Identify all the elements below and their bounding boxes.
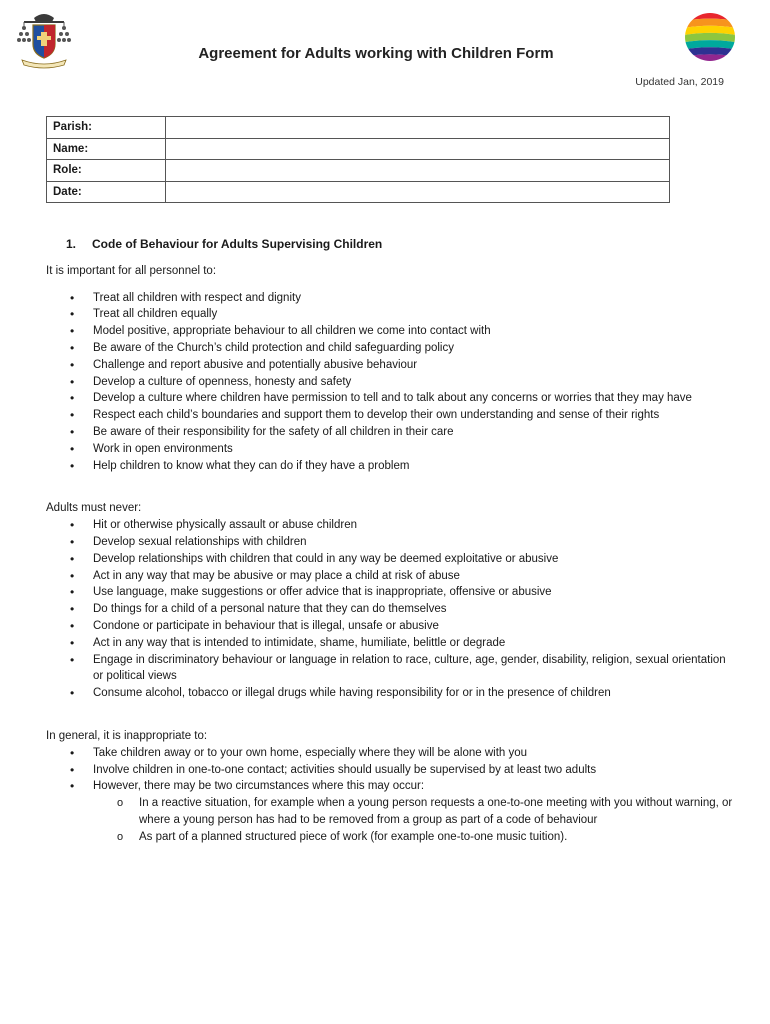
code-of-behaviour-section bbox=[46, 236, 736, 846]
general-list bbox=[46, 745, 736, 795]
form-row bbox=[47, 160, 670, 182]
form-value-field[interactable] bbox=[166, 117, 670, 139]
list-item: • Develop a culture of openness, honesty and safety bbox=[46, 374, 736, 391]
sub-list-item: o As part of a planned structured piece of work (for example one-to-one music tuition). bbox=[93, 829, 736, 846]
section-title: Code of Behaviour for Adults Supervising Children bbox=[92, 237, 383, 251]
sub-list-item: o In a reactive situation, for example when a young person requests a one-to-one meeting with you without warning, or where a young person has had to be removed from a group as part of a code of behaviour bbox=[93, 795, 736, 829]
form-label: Parish: bbox=[47, 117, 166, 139]
section-number: 1. bbox=[66, 237, 77, 251]
list-item: • Act in any way that may be abusive or may place a child at risk of abuse bbox=[46, 568, 736, 585]
list-item: • However, there may be two circumstances where this may occur: bbox=[46, 778, 736, 795]
list-item: • Develop sexual relationships with children bbox=[46, 534, 736, 551]
list-item: • Do things for a child of a personal nature that they can do themselves bbox=[46, 601, 736, 618]
important-intro: It is important for all personnel to: bbox=[46, 264, 217, 277]
form-value-field[interactable] bbox=[166, 138, 670, 160]
never-intro: Adults must never: bbox=[46, 502, 142, 515]
list-item: • Be aware of the Church’s child protection and child safeguarding policy bbox=[46, 340, 736, 357]
list-item: • Be aware of their responsibility for the safety of all children in their care bbox=[46, 424, 736, 441]
form-row bbox=[47, 138, 670, 160]
form-value-field[interactable] bbox=[166, 181, 670, 203]
list-item: • Work in open environments bbox=[46, 441, 736, 458]
form-label: Role: bbox=[47, 160, 166, 182]
circumstances-list bbox=[93, 795, 736, 845]
list-item: • Develop relationships with children that could in any way be deemed exploitative or abusive bbox=[46, 551, 736, 568]
list-item: • Take children away or to your own home, especially where they will be alone with you bbox=[46, 745, 736, 762]
list-item: • Act in any way that is intended to intimidate, shame, humiliate, belittle or degrade bbox=[46, 635, 736, 652]
section-heading bbox=[66, 236, 736, 253]
updated-date: Updated Jan, 2019 bbox=[635, 76, 724, 88]
list-item: • Use language, make suggestions or offer advice that is inappropriate, offensive or abusive bbox=[46, 584, 736, 601]
list-item: • Consume alcohol, tobacco or illegal drugs while having responsibility for or in the presence of children bbox=[46, 685, 736, 702]
list-item: • Engage in discriminatory behaviour or language in relation to race, culture, age, gender, disability, religion, sexual orientation or political views bbox=[46, 652, 736, 686]
page-title: Agreement for Adults working with Children Form bbox=[198, 45, 554, 62]
list-item: • Treat all children equally bbox=[46, 306, 736, 323]
form-label: Name: bbox=[47, 138, 166, 160]
list-item: • Respect each child’s boundaries and support them to develop their own understanding and sense of their rights bbox=[46, 407, 736, 424]
never-list bbox=[46, 517, 736, 702]
general-intro: In general, it is inappropriate to: bbox=[46, 729, 208, 742]
form-row bbox=[47, 117, 670, 139]
list-item: • Hit or otherwise physically assault or abuse children bbox=[46, 517, 736, 534]
list-item: • Involve children in one-to-one contact; activities should usually be supervised by at least two adults bbox=[46, 762, 736, 779]
list-item: • Challenge and report abusive and potentially abusive behaviour bbox=[46, 357, 736, 374]
list-item: • Condone or participate in behaviour that is illegal, unsafe or abusive bbox=[46, 618, 736, 635]
list-item: • Treat all children with respect and dignity bbox=[46, 290, 736, 307]
form-value-field[interactable] bbox=[166, 160, 670, 182]
important-list bbox=[46, 290, 736, 475]
list-item: • Develop a culture where children have permission to tell and to talk about any concerns or worries that they may have bbox=[46, 390, 736, 407]
form-label: Date: bbox=[47, 181, 166, 203]
list-item: • Help children to know what they can do if they have a problem bbox=[46, 458, 736, 475]
list-item: • Model positive, appropriate behaviour to all children we come into contact with bbox=[46, 323, 736, 340]
form-row bbox=[47, 181, 670, 203]
details-form bbox=[46, 116, 670, 203]
